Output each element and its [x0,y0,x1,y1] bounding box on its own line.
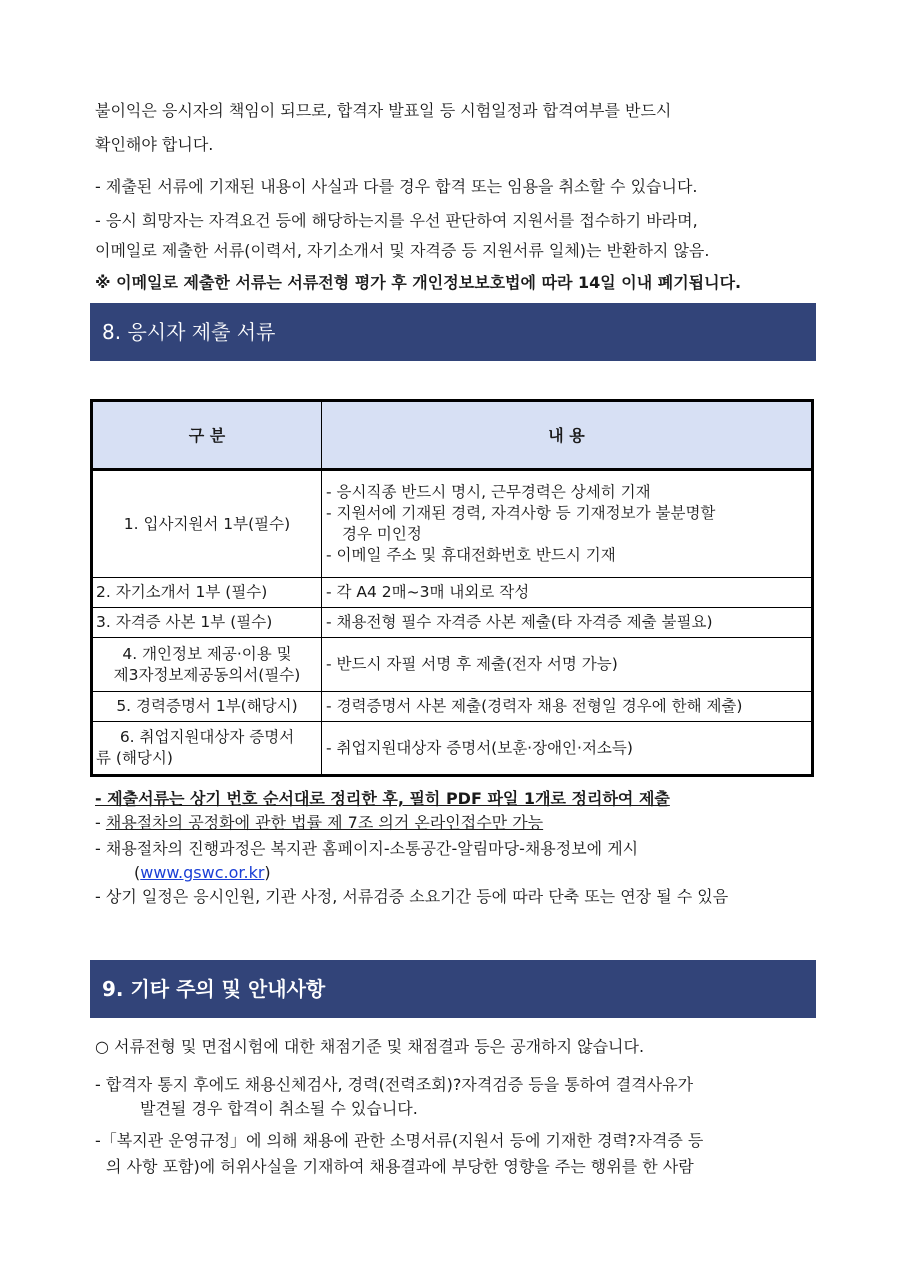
intro-line-2: 확인해야 합니다. [95,135,214,154]
table-row [92,692,813,722]
section-8-title: 8. 응시자 제출 서류 [102,320,276,344]
note-1 [95,788,670,810]
section-9-title: 9. 기타 주의 및 안내사항 [102,977,326,1001]
table-header-details: 내 용 [322,401,813,470]
row-1-detail-3: 경우 미인정 [342,525,422,543]
intro-line-4: - 응시 희망자는 자격요건 등에 해당하는지를 우선 판단하여 지원서를 접수하기 바라며, [95,211,698,230]
intro-line-1: 불이익은 응시자의 책임이 되므로, 합격자 발표일 등 시험일정과 합격여부를 반드시 [95,101,672,120]
table-row [92,638,813,692]
table-row [92,578,813,608]
table-header-category: 구 분 [92,401,322,470]
table-header-row [92,401,813,470]
table-row [92,470,813,578]
intro-notice: ※ 이메일로 제출한 서류는 서류전형 평가 후 개인정보보호법에 따라 14일 이내 폐기됩니다. [95,273,742,292]
note-3-paren-open: ( [134,863,141,882]
intro-line-5: 이메일로 제출한 서류(이력서, 자기소개서 및 자격증 등 지원서류 일체)는 반환하지 않음. [95,241,710,260]
row-2-category: 2. 자기소개서 1부 (필수) [92,578,322,608]
note-3-paren-close: ) [264,863,271,882]
homepage-link[interactable]: www.gswc.or.kr [140,863,265,882]
row-6-details: - 취업지원대상자 증명서(보훈·장애인·저소득) [322,722,813,776]
row-1-category: 1. 입사지원서 1부(필수) [92,470,322,578]
row-1-detail-1: - 응시직종 반드시 명시, 근무경력은 상세히 기재 [326,483,651,501]
row-4-category-line-1: 4. 개인정보 제공·이용 및 [122,644,292,663]
row-6-category-line-1: 6. 취업지원대상자 증명서 [119,728,295,746]
table-row [92,608,813,638]
documents-table [90,399,814,777]
note-2 [95,812,543,834]
row-1-details [322,470,813,578]
section-9-line-3: 발견될 경우 합격이 취소될 수 있습니다. [140,1099,418,1118]
row-5-details: - 경력증명서 사본 제출(경력자 채용 전형일 경우에 한해 제출) [322,692,813,722]
section-9-line-2: - 합격자 통지 후에도 채용신체검사, 경력(전력조회)?자격검증 등을 통하여 결격사유가 [95,1075,694,1094]
section-9-line-1: ○ 서류전형 및 면접시험에 대한 채점기준 및 채점결과 등은 공개하지 않습니다. [95,1037,645,1056]
row-1-detail-4: - 이메일 주소 및 휴대전화번호 반드시 기재 [326,546,616,564]
row-6-category-line-2: 류 (해당시) [96,749,173,767]
row-6-category [92,722,322,776]
row-4-category [92,638,322,692]
note-2-text: 채용절차의 공정화에 관한 법률 제 7조 의거 온라인접수만 가능 [105,813,544,832]
note-3: - 채용절차의 진행과정은 복지관 홈페이지-소통공간-알림마당-채용정보에 게시 [95,839,639,858]
note-4: - 상기 일정은 응시인원, 기관 사정, 서류검증 소요기간 등에 따라 단축 또는 연장 될 수 있음 [95,887,729,906]
table-row [92,722,813,776]
row-4-details: - 반드시 자필 서명 후 제출(전자 서명 가능) [322,638,813,692]
section-9-line-4: -「복지관 운영규정」에 의해 채용에 관한 소명서류(지원서 등에 기재한 경력?자격증 등 [95,1131,704,1150]
intro-line-3: - 제출된 서류에 기재된 내용이 사실과 다를 경우 합격 또는 임용을 취소할 수 있습니다. [95,177,698,196]
row-4-category-line-2: 제3자정보제공동의서(필수) [113,665,301,684]
row-2-details: - 각 A4 2매~3매 내외로 작성 [322,578,813,608]
row-3-details: - 채용전형 필수 자격증 사본 제출(타 자격증 제출 불필요) [322,608,813,638]
note-1-text: - 제출서류는 상기 번호 순서대로 정리한 후, 필히 PDF 파일 1개로 정리하여 제출 [95,789,670,808]
note-3-link-line [134,862,271,884]
row-1-detail-2: - 지원서에 기재된 경력, 자격사항 등 기재정보가 불분명할 [326,504,716,522]
row-5-category: 5. 경력증명서 1부(해당시) [92,692,322,722]
section-9-line-5: 의 사항 포함)에 허위사실을 기재하여 채용결과에 부당한 영향을 주는 행위를 한 사람 [106,1157,694,1176]
section-9-header [90,960,816,1018]
section-8-header [90,303,816,361]
note-2-prefix: - [95,813,106,832]
row-3-category: 3. 자격증 사본 1부 (필수) [92,608,322,638]
